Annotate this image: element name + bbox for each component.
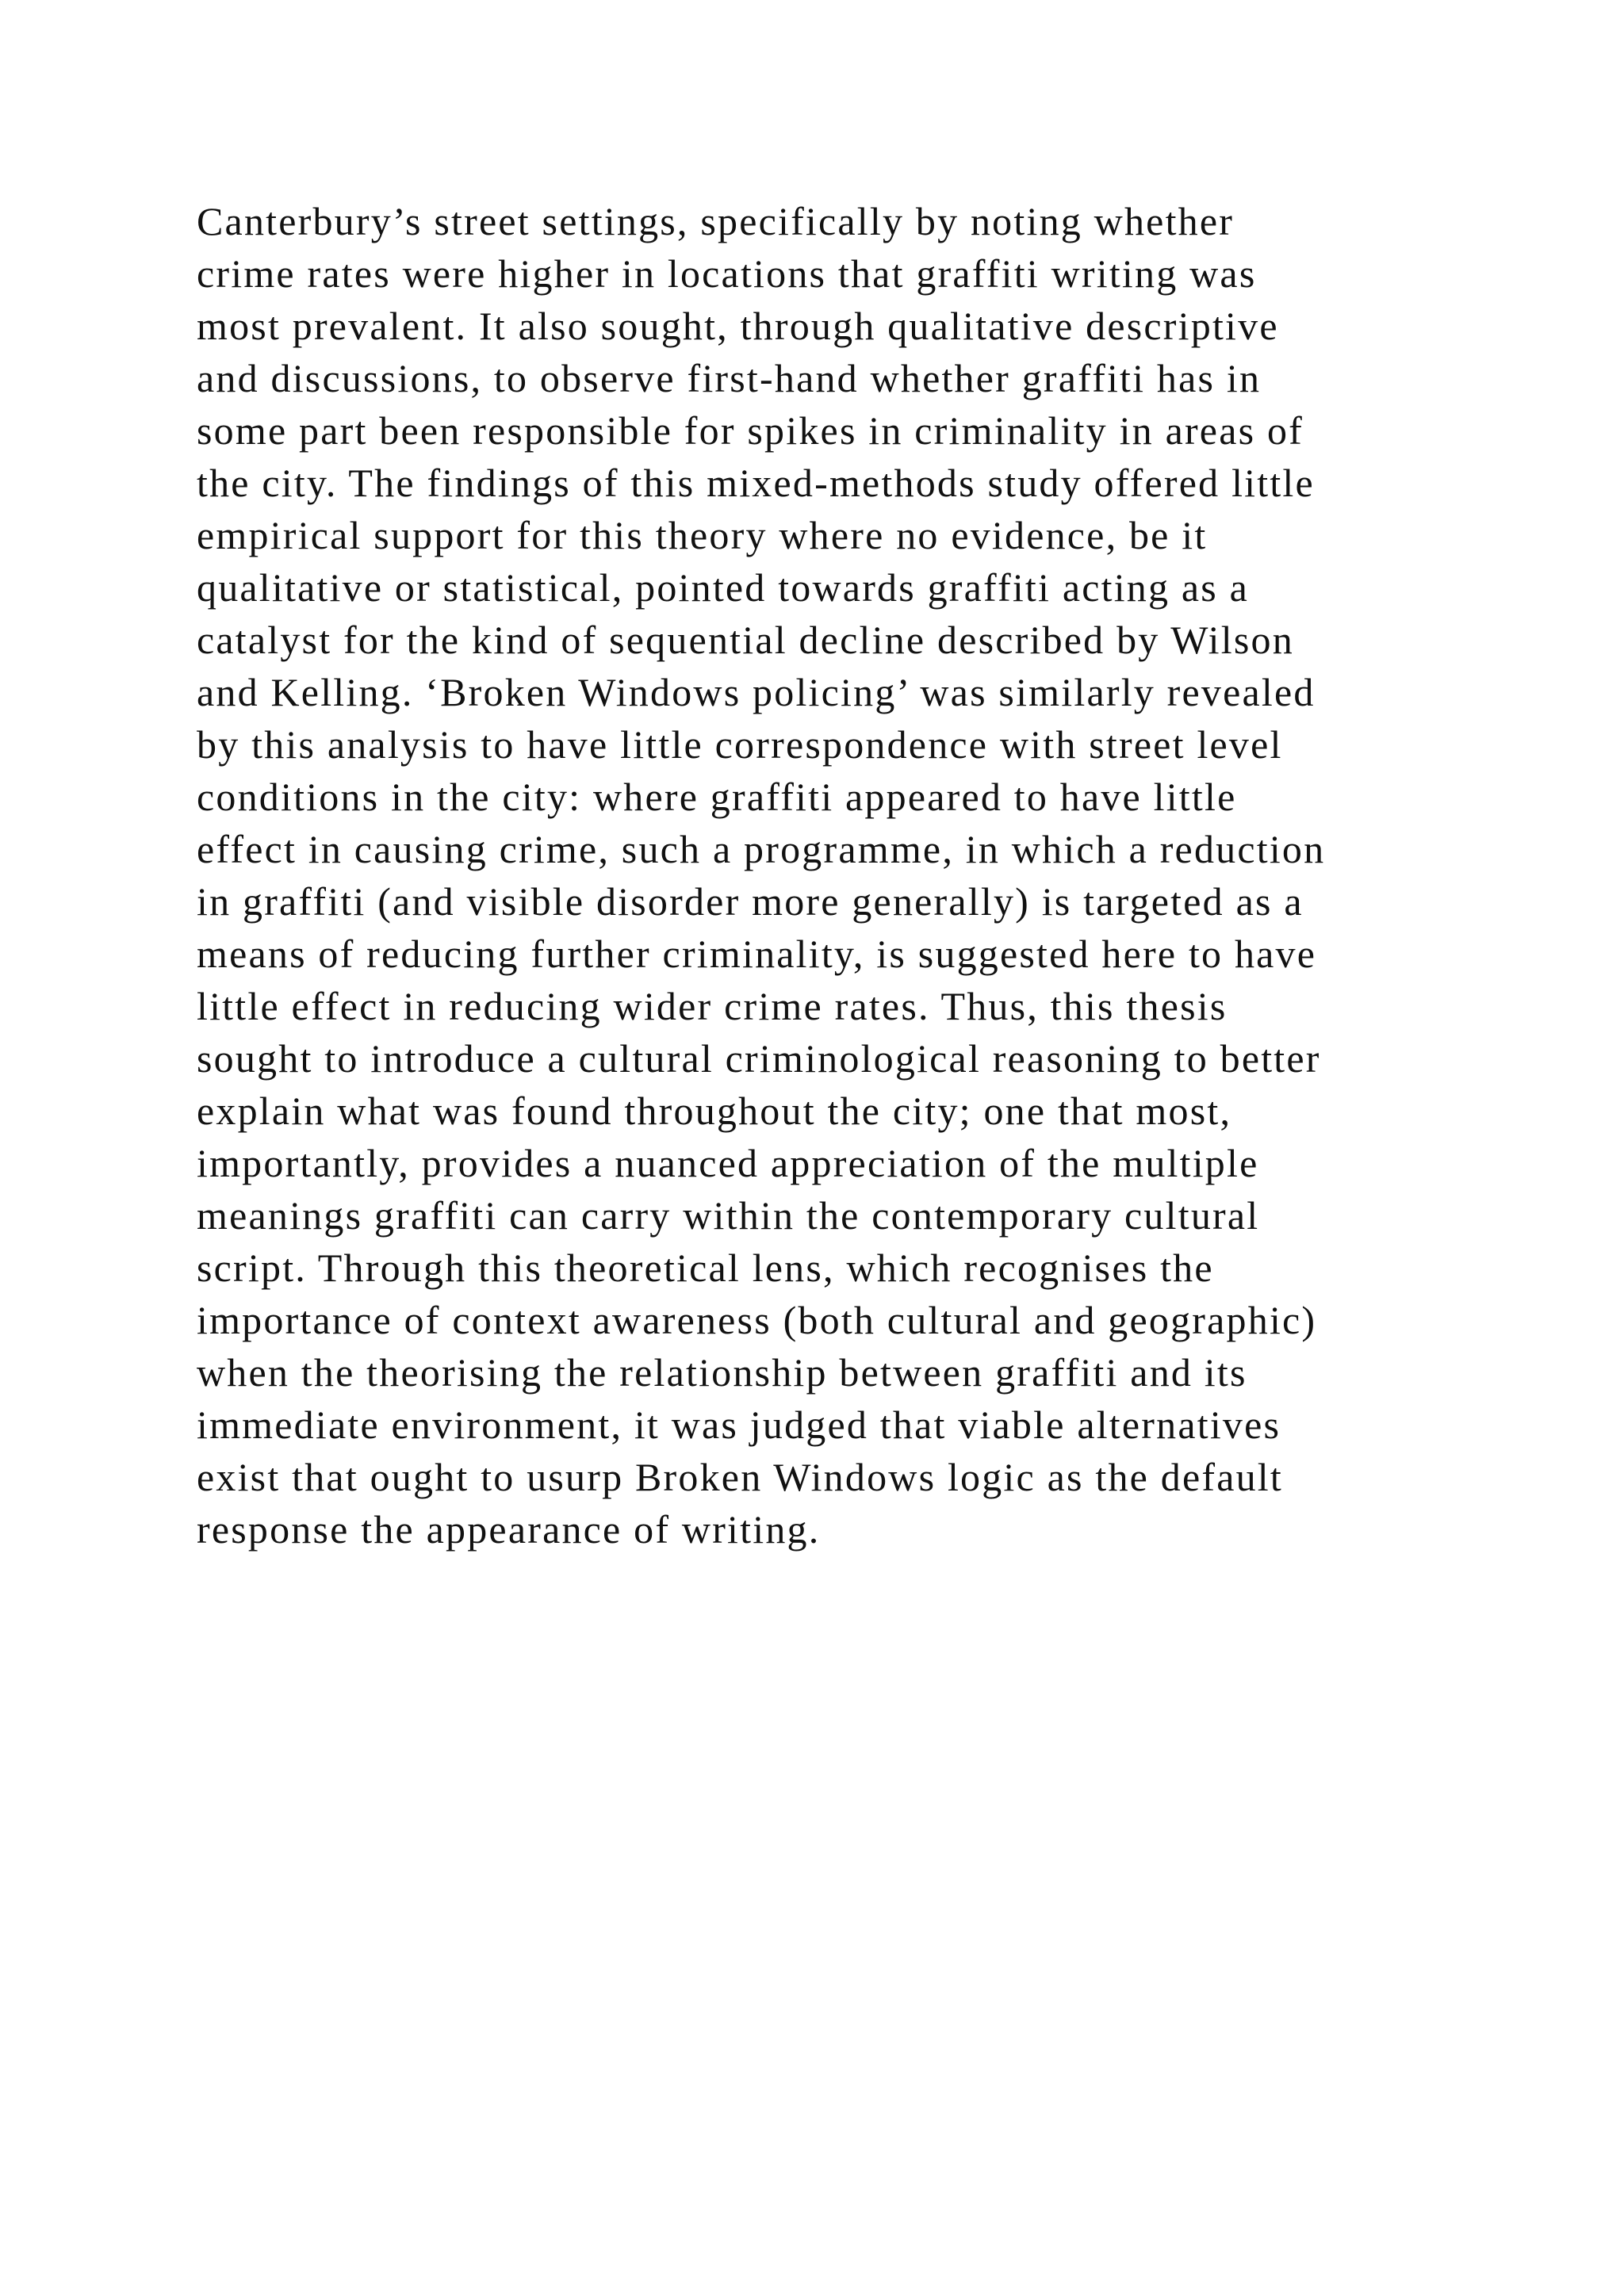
text-line: importance of context awareness (both cultural and geographic)	[197, 1298, 1317, 1342]
text-line: script. Through this theoretical lens, which recognises the	[197, 1246, 1214, 1290]
text-line: conditions in the city: where graffiti appeared to have little	[197, 775, 1237, 819]
text-line: Canterbury’s street settings, specifically by noting whether	[197, 199, 1235, 243]
text-line: effect in causing crime, such a programme, in which a reduction	[197, 827, 1326, 871]
text-line: exist that ought to usurp Broken Windows logic as the default	[197, 1455, 1283, 1499]
text-line: catalyst for the kind of sequential decline described by Wilson	[197, 618, 1294, 662]
body-paragraph	[197, 195, 1481, 1556]
text-line: means of reducing further criminality, is suggested here to have	[197, 932, 1317, 976]
text-line: in graffiti (and visible disorder more generally) is targeted as a	[197, 879, 1304, 924]
text-line: explain what was found throughout the city; one that most,	[197, 1089, 1232, 1133]
text-line: by this analysis to have little correspondence with street level	[197, 722, 1283, 767]
text-line: empirical support for this theory where no evidence, be it	[197, 513, 1208, 557]
text-line: the city. The findings of this mixed-methods study offered little	[197, 461, 1315, 505]
text-line: and Kelling. ‘Broken Windows policing’ was similarly revealed	[197, 670, 1316, 714]
text-line: importantly, provides a nuanced appreciation of the multiple	[197, 1141, 1259, 1185]
text-line: meanings graffiti can carry within the contemporary cultural	[197, 1193, 1260, 1238]
text-line: some part been responsible for spikes in criminality in areas of	[197, 408, 1304, 453]
text-line: crime rates were higher in locations that graffiti writing was	[197, 251, 1257, 296]
text-line: immediate environment, it was judged that viable alternatives	[197, 1402, 1281, 1447]
text-line: little effect in reducing wider crime rates. Thus, this thesis	[197, 984, 1228, 1028]
text-line: sought to introduce a cultural criminological reasoning to better	[197, 1036, 1321, 1081]
text-line: qualitative or statistical, pointed towards graffiti acting as a	[197, 565, 1250, 610]
text-line: when the theorising the relationship between graffiti and its	[197, 1350, 1247, 1395]
text-line: response the appearance of writing.	[197, 1507, 821, 1552]
text-line: and discussions, to observe first-hand whether graffiti has in	[197, 356, 1262, 400]
text-line: most prevalent. It also sought, through qualitative descriptive	[197, 304, 1279, 348]
